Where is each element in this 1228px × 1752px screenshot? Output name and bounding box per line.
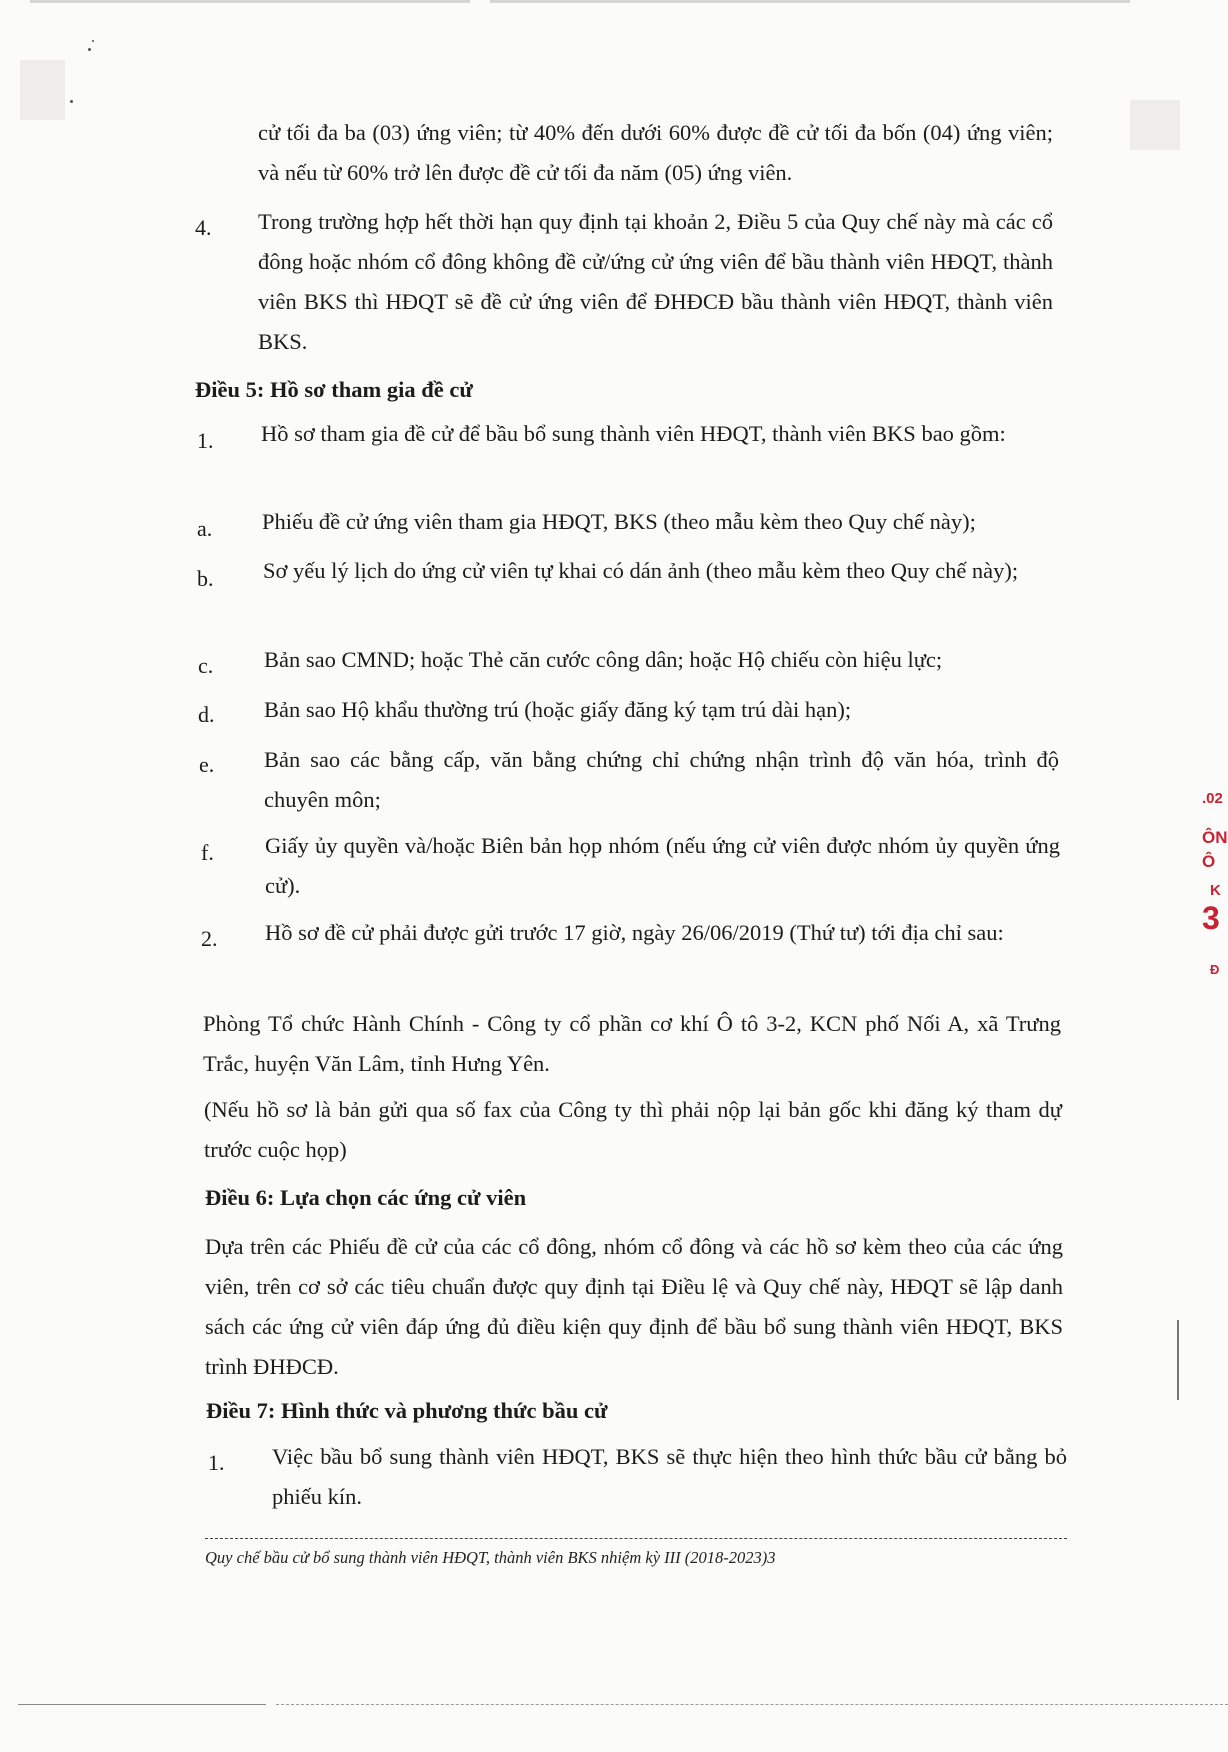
stamp-text: 3 (1202, 900, 1220, 936)
scan-edge-bottom (18, 1704, 266, 1705)
item-4-text: Trong trường hợp hết thời hạn quy định tại khoản 2, Điều 5 của Quy chế này mà các cổ đông hoặc nhóm cổ đông không đề cử/ứng cử ứng viên để bầu thành viên HĐQT, thành viên BKS thì HĐQT sẽ đề cử ứng viên để ĐHĐCĐ bầu thành viên HĐQT, thành viên BKS. (258, 209, 1053, 354)
company-seal-stamp (1196, 772, 1228, 1002)
item-number: 1. (208, 1450, 225, 1475)
subitem-c-text: Bản sao CMND; hoặc Thẻ căn cước công dân; hoặc Hộ chiếu còn hiệu lực; (264, 647, 943, 672)
dieu-7-heading: Điều 7: Hình thức và phương thức bầu cử (206, 1398, 608, 1423)
dieu-5-heading: Điều 5: Hồ sơ tham gia đề cử (195, 377, 473, 402)
scan-speck (92, 40, 94, 42)
subitem-b-text: Sơ yếu lý lịch do ứng cử viên tự khai có dán ảnh (theo mẫu kèm theo Quy chế này); (263, 558, 1019, 583)
page-footer: Quy chế bầu cử bổ sung thành viên HĐQT, thành viên BKS nhiệm kỳ III (2018-2023)3 (205, 1548, 776, 1567)
scan-speck (70, 100, 73, 103)
scan-speck (88, 48, 91, 51)
dieu-6-heading: Điều 6: Lựa chọn các ứng cử viên (205, 1185, 527, 1210)
scan-smudge (20, 60, 65, 120)
subitem-letter: c. (198, 653, 214, 678)
footer-divider (205, 1538, 1067, 1539)
item-number: 1. (197, 428, 214, 453)
subitem-letter: b. (197, 566, 214, 591)
subitem-letter: a. (197, 516, 213, 541)
subitem-letter: d. (198, 702, 215, 727)
scan-edge-top (30, 0, 470, 3)
dieu-6-text: Dựa trên các Phiếu đề cử của các cổ đông, nhóm cổ đông và các hồ sơ kèm theo của các ứng viên, trên cơ sở các tiêu chuẩn được quy định tại Điều lệ và Quy chế này, HĐQT sẽ lập danh sách các ứng cử viên đáp ứng đủ điều kiện quy định để bầu bổ sung thành viên HĐQT, BKS trình ĐHĐCĐ. (205, 1234, 1063, 1379)
subitem-a-text: Phiếu đề cử ứng viên tham gia HĐQT, BKS (theo mẫu kèm theo Quy chế này); (262, 509, 976, 534)
address-paragraph: Phòng Tổ chức Hành Chính - Công ty cổ phần cơ khí Ô tô 3-2, KCN phố Nối A, xã Trưng Trắc, huyện Văn Lâm, tỉnh Hưng Yên. (203, 1011, 1061, 1076)
stamp-text: Đ (1210, 962, 1220, 977)
stamp-text: .02 (1202, 790, 1223, 807)
stamp-text: ÔN (1202, 828, 1228, 847)
paragraph-continuation: cử tối đa ba (03) ứng viên; từ 40% đến dưới 60% được đề cử tối đa bốn (04) ứng viên; và nếu từ 60% trở lên được đề cử tối đa năm (05) ứng viên. (258, 120, 1053, 185)
item-number: 4. (195, 215, 212, 240)
subitem-letter: e. (199, 752, 215, 777)
subitem-e-text: Bản sao các bằng cấp, văn bằng chứng chỉ chứng nhận trình độ văn hóa, trình độ chuyên môn; (264, 747, 1059, 812)
dieu-5-item-1-text: Hồ sơ tham gia đề cử để bầu bổ sung thành viên HĐQT, thành viên BKS bao gồm: (261, 421, 1006, 446)
dieu-7-item-1-text: Việc bầu bổ sung thành viên HĐQT, BKS sẽ thực hiện theo hình thức bầu cử bằng bỏ phiếu kín. (272, 1444, 1067, 1509)
stamp-text: Ô (1202, 852, 1216, 871)
dieu-5-item-2-text: Hồ sơ đề cử phải được gửi trước 17 giờ, ngày 26/06/2019 (Thứ tư) tới địa chỉ sau: (265, 920, 1004, 945)
scan-edge-mark (1177, 1320, 1179, 1400)
fax-note: (Nếu hồ sơ là bản gửi qua số fax của Công ty thì phải nộp lại bản gốc khi đăng ký tham dự trước cuộc họp) (204, 1097, 1062, 1162)
scan-edge-bottom-right (276, 1704, 1228, 1705)
scan-smudge (1130, 100, 1180, 150)
subitem-d-text: Bản sao Hộ khẩu thường trú (hoặc giấy đăng ký tạm trú dài hạn); (264, 697, 852, 722)
subitem-letter: f. (201, 840, 214, 865)
stamp-text: K (1210, 882, 1221, 899)
subitem-f-text: Giấy ủy quyền và/hoặc Biên bản họp nhóm (nếu ứng cử viên được nhóm ủy quyền ứng cử). (265, 833, 1060, 898)
item-number: 2. (201, 926, 218, 951)
scan-edge-top-right (490, 0, 1130, 3)
